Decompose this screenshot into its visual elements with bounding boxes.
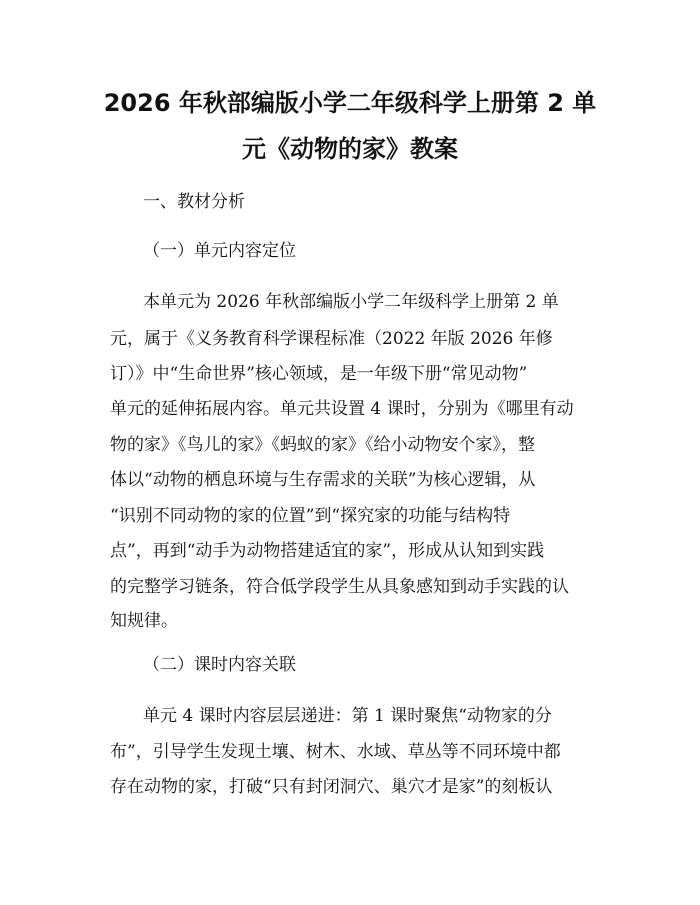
paragraph-1-line-1: 本单元为 2026 年秋部编版小学二年级科学上册第 2 单: [143, 292, 559, 312]
section-heading: 一、教材分析: [143, 192, 245, 212]
paragraph-1-line-6: 体以“动物的栖息环境与生存需求的关联”为核心逻辑，从: [110, 470, 536, 490]
document-title-line-2: 元《动物的家》教案: [242, 135, 458, 163]
paragraph-1-line-8: 点”，再到“动手为动物搭建适宜的家”，形成从认知到实践: [110, 541, 545, 561]
paragraph-1-line-2: 元，属于《义务教育科学课程标准（2022 年版 2026 年修: [110, 329, 553, 349]
paragraph-2-line-1: 单元 4 课时内容层层递进：第 1 课时聚焦“动物家的分: [143, 706, 552, 726]
subsection-1-heading: （一）单元内容定位: [143, 241, 296, 261]
subsection-2-heading: （二）课时内容关联: [143, 655, 296, 675]
paragraph-1-line-3: 订）》中“生命世界”核心领域，是一年级下册“常见动物”: [110, 364, 528, 384]
paragraph-1-line-5: 物的家》《鸟儿的家》《蚂蚁的家》《给小动物安个家》，整: [110, 435, 535, 455]
paragraph-1-line-4: 单元的延伸拓展内容。单元共设置 4 课时，分别为《哪里有动: [110, 399, 574, 419]
paragraph-1-line-10: 知规律。: [110, 611, 178, 631]
paragraph-1-line-9: 的完整学习链条，符合低学段学生从具象感知到动手实践的认: [110, 577, 569, 597]
paragraph-2-line-3: 存在动物的家，打破“只有封闭洞穴、巢穴才是家”的刻板认: [110, 777, 553, 797]
paragraph-2-line-2: 布”，引导学生发现土壤、树木、水域、草丛等不同环境中都: [110, 742, 561, 762]
document-title-line-1: 2026 年秋部编版小学二年级科学上册第 2 单: [103, 89, 597, 117]
paragraph-1-line-7: “识别不同动物的家的位置”到“探究家的功能与结构特: [110, 506, 511, 526]
